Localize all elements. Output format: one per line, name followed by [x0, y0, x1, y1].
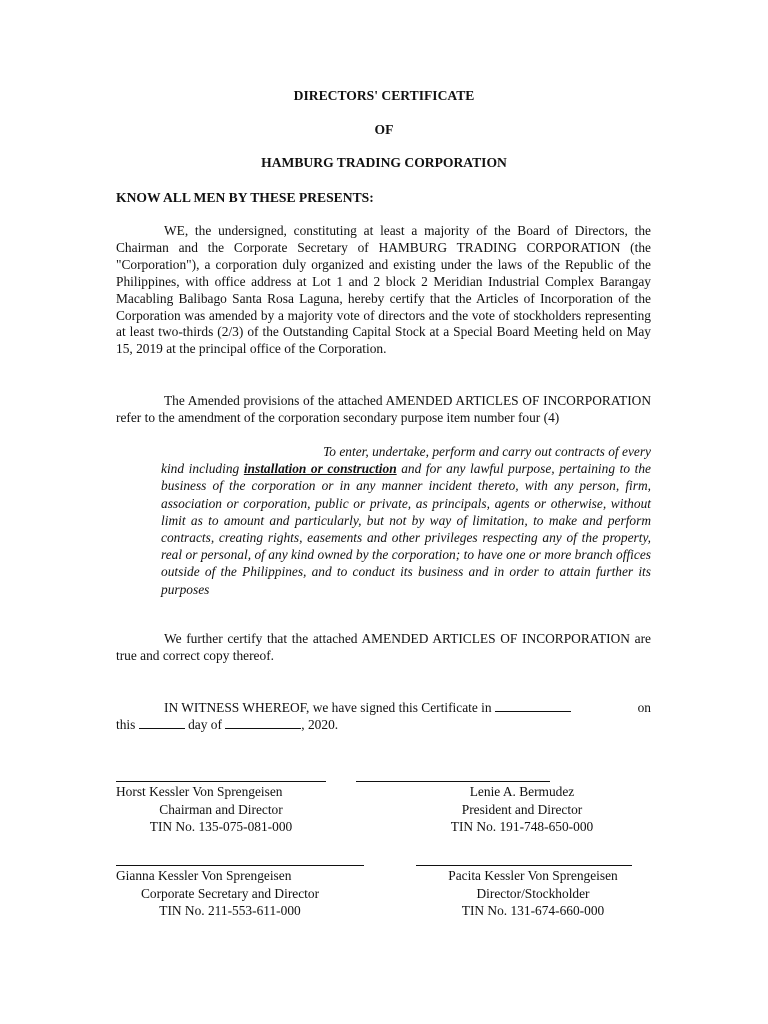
quote-text-rest: and for any lawful purpose, pertaining to the business of the corporation or in any manner incident thereto, with any person, firm, association or corporation, public or private, as principals, agents or otherwise, without limit as to amount and particularly, but not by way of limitation, to make and perform contracts, creating rights, easements and other privileges respecting any of the property, real or personal, of any kind owned by the corporation; to have one or more branch offices outside of the Philippines, and to conduct its business and in order to attain further its purposes	[161, 461, 651, 597]
secondary-purpose-quote	[161, 443, 651, 598]
salutation: KNOW ALL MEN BY THESE PRESENTS:	[116, 190, 374, 205]
quote-emphasis: installation or construction	[243, 461, 397, 477]
witness-date-line	[116, 716, 651, 733]
signatory-tin: TIN No. 131-674-660-000	[461, 903, 605, 919]
signature-line-chairman	[116, 781, 326, 782]
signatory-title: President and Director	[461, 801, 583, 817]
witness-text: IN WITNESS WHEREOF, we have signed this Certificate in	[164, 700, 492, 715]
document-title: DIRECTORS' CERTIFICATE	[293, 88, 475, 103]
signatory-chairman	[116, 783, 326, 836]
signature-line-president	[356, 781, 550, 782]
company-name: HAMBURG TRADING CORPORATION	[261, 155, 507, 170]
witness-clause	[116, 699, 651, 716]
month-blank	[225, 716, 301, 729]
signatory-tin: TIN No. 191-748-650-000	[450, 819, 594, 835]
document-title-of: OF	[374, 122, 394, 137]
signatory-secretary	[116, 867, 344, 920]
signatory-title: Corporate Secretary and Director	[140, 885, 320, 901]
amendment-paragraph: The Amended provisions of the attached AMENDED ARTICLES OF INCORPORATION refer to the amendment of the corporation secondary purpose item number four (4)	[116, 393, 651, 425]
signatory-tin: TIN No. 211-553-611-000	[159, 903, 301, 919]
signatory-tin: TIN No. 135-075-081-000	[149, 819, 293, 835]
quote-lead-line: To enter, undertake, perform and carry out contracts of every	[323, 444, 651, 459]
certification-paragraph: WE, the undersigned, constituting at least a majority of the Board of Directors, the Chairman and the Corporate Secretary of HAMBURG TRADING CORPORATION (the "Corporation"), a corporation duly organized and existing under the laws of the Republic of the Philippines, with office address at Lot 1 and 2 block 2 Meridian Industrial Complex Barangay Macabling Balibago Santa Rosa Laguna, hereby certify that the Articles of Incorporation of the Corporation was amended by a majority vote of directors and the vote of stockholders representing at least two-thirds (2/3) of the Outstanding Capital Stock at a Special Board Meeting held on May 15, 2019 at the principal office of the Corporation.	[116, 223, 651, 357]
witness-year: , 2020.	[301, 717, 339, 732]
signatory-name: Pacita Kessler Von Sprengeisen	[448, 868, 618, 883]
signatory-name: Horst Kessler Von Sprengeisen	[116, 784, 283, 799]
further-certification-paragraph: We further certify that the attached AMENDED ARTICLES OF INCORPORATION are true and correct copy thereof.	[116, 631, 651, 663]
signatory-title: Director/Stockholder	[476, 885, 590, 901]
signatory-director	[422, 867, 644, 920]
witness-day-of: day of	[188, 717, 222, 732]
place-blank	[495, 699, 571, 712]
signatory-name: Lenie A. Bermudez	[469, 784, 575, 799]
signatory-name: Gianna Kessler Von Sprengeisen	[116, 868, 292, 883]
witness-on: on	[637, 700, 651, 715]
signatory-title: Chairman and Director	[159, 801, 283, 817]
signature-line-director	[416, 865, 632, 866]
day-blank	[139, 716, 185, 729]
signatory-president	[420, 783, 624, 836]
witness-this: this	[116, 717, 136, 732]
signature-line-secretary	[116, 865, 364, 866]
quote-text-start: kind including	[161, 461, 244, 477]
